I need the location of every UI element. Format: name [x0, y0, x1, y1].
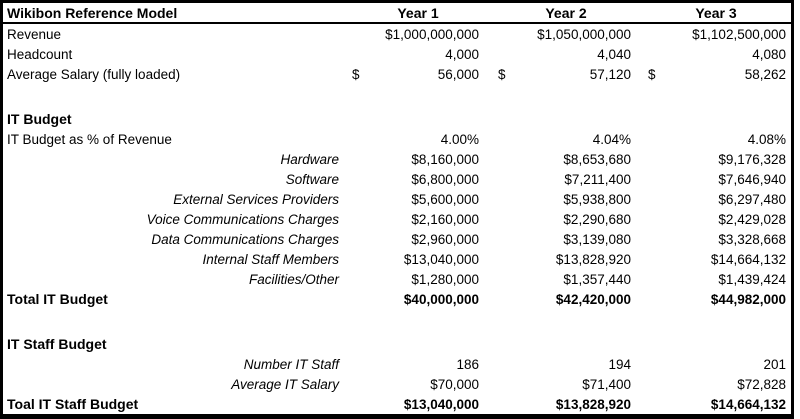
table-body	[3, 23, 791, 414]
table-row	[3, 249, 791, 269]
cell-value: 4,000	[445, 46, 479, 62]
cell-value: 4,080	[752, 46, 786, 62]
cell-value	[641, 334, 791, 354]
table-row	[3, 23, 791, 44]
cell-value: 186	[456, 356, 479, 372]
table-row	[3, 374, 791, 394]
row-label: Hardware	[280, 151, 339, 167]
row-label: Voice Communications Charges	[146, 211, 339, 227]
cell-value: $44,982,000	[710, 291, 786, 307]
cell-value	[345, 309, 491, 334]
cell-value	[491, 64, 641, 84]
cell-value: $2,429,028	[718, 211, 786, 227]
cell-value: $2,960,000	[411, 231, 479, 247]
cell-value	[345, 109, 491, 129]
cell-value: $1,000,000,000	[385, 26, 479, 42]
cell-value: $9,176,328	[718, 151, 786, 167]
row-label: IT Budget	[7, 111, 72, 127]
column-header-year1: Year 1	[345, 3, 491, 23]
cell-value: $1,439,424	[718, 271, 786, 287]
row-label: Data Communications Charges	[151, 231, 339, 247]
row-label: Facilities/Other	[248, 271, 339, 287]
row-label: Software	[285, 171, 339, 187]
cell-value: $3,328,668	[718, 231, 786, 247]
table-row	[3, 354, 791, 374]
cell-value: $14,664,132	[710, 396, 786, 412]
table-row	[3, 109, 791, 129]
cell-value	[491, 334, 641, 354]
table-title: Wikibon Reference Model	[3, 3, 345, 23]
row-label: Number IT Staff	[243, 356, 339, 372]
cell-value: $2,160,000	[411, 211, 479, 227]
table-row	[3, 289, 791, 309]
cell-value: 4.00%	[440, 131, 479, 147]
cell-value: $72,828	[737, 376, 786, 392]
cell-value: 201	[763, 356, 786, 372]
row-label: Headcount	[7, 46, 73, 62]
cell-value: $14,664,132	[710, 251, 786, 267]
cell-value	[641, 64, 791, 84]
cell-value: $5,938,800	[563, 191, 631, 207]
cell-value: $13,040,000	[403, 251, 479, 267]
table-row	[3, 209, 791, 229]
accounting-value: 56,000	[437, 66, 479, 82]
cell-value	[345, 334, 491, 354]
header-row	[3, 3, 791, 23]
cell-value: $3,139,080	[563, 231, 631, 247]
row-label: IT Budget as % of Revenue	[7, 131, 172, 147]
cell-value: $1,357,440	[563, 271, 631, 287]
row-label: Average Salary (fully loaded)	[7, 66, 181, 82]
cell-value: $13,828,920	[555, 251, 631, 267]
row-label: Toal IT Staff Budget	[7, 396, 139, 412]
column-header-year2: Year 2	[491, 3, 641, 23]
table-row	[3, 269, 791, 289]
table-row	[3, 189, 791, 209]
cell-value	[345, 84, 491, 109]
cell-value: $8,653,680	[563, 151, 631, 167]
cell-value: $5,600,000	[411, 191, 479, 207]
row-label: Internal Staff Members	[202, 251, 339, 267]
row-label: External Services Providers	[173, 191, 339, 207]
row-label	[3, 84, 345, 109]
financial-model-table	[3, 3, 791, 414]
cell-value	[491, 309, 641, 334]
currency-symbol: $	[648, 66, 656, 82]
cell-value: $2,290,680	[563, 211, 631, 227]
table-row	[3, 64, 791, 84]
cell-value	[641, 84, 791, 109]
cell-value: 194	[608, 356, 631, 372]
cell-value: $70,000	[430, 376, 479, 392]
cell-value: $6,297,480	[718, 191, 786, 207]
cell-value: $42,420,000	[555, 291, 631, 307]
cell-value: $6,800,000	[411, 171, 479, 187]
cell-value	[491, 84, 641, 109]
cell-value: $71,400	[582, 376, 631, 392]
cell-value: $7,211,400	[564, 171, 631, 187]
row-label: IT Staff Budget	[7, 336, 107, 352]
cell-value: $13,040,000	[403, 396, 479, 412]
table-row	[3, 169, 791, 189]
currency-symbol: $	[498, 66, 506, 82]
accounting-value: 57,120	[589, 66, 631, 82]
row-label: Total IT Budget	[7, 291, 108, 307]
table-row	[3, 229, 791, 249]
cell-value: $7,646,940	[718, 171, 786, 187]
table-row	[3, 44, 791, 64]
cell-value	[641, 109, 791, 129]
cell-value	[345, 64, 491, 84]
table-row	[3, 394, 791, 414]
cell-value: 4.04%	[592, 131, 631, 147]
cell-value: $1,102,500,000	[692, 26, 786, 42]
cell-value: 4,040	[597, 46, 631, 62]
cell-value: $40,000,000	[403, 291, 479, 307]
column-header-year3: Year 3	[641, 3, 791, 23]
accounting-value: 58,262	[744, 66, 786, 82]
cell-value: $1,050,000,000	[537, 26, 631, 42]
cell-value: 4.08%	[747, 131, 786, 147]
table-row	[3, 149, 791, 169]
currency-symbol: $	[352, 66, 360, 82]
cell-value: $8,160,000	[411, 151, 479, 167]
row-label: Revenue	[7, 26, 62, 42]
table-row	[3, 129, 791, 149]
cell-value: $13,828,920	[555, 396, 631, 412]
row-label	[3, 309, 345, 334]
spacer-row	[3, 309, 791, 334]
table-row	[3, 334, 791, 354]
spacer-row	[3, 84, 791, 109]
cell-value	[491, 109, 641, 129]
cell-value: $1,280,000	[411, 271, 479, 287]
row-label: Average IT Salary	[231, 376, 339, 392]
cell-value	[641, 309, 791, 334]
